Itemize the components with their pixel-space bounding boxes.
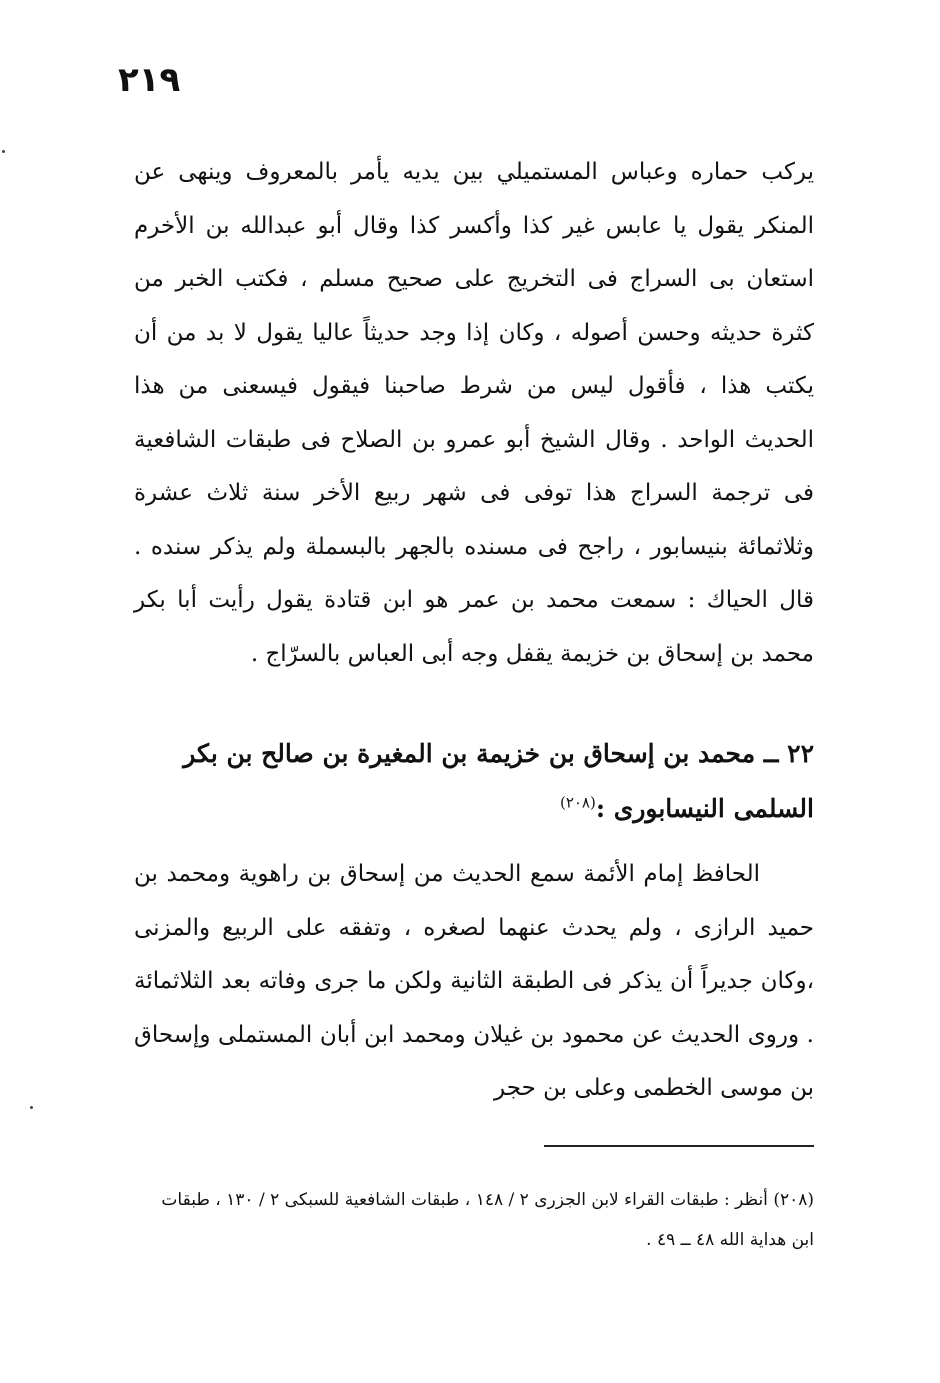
scan-speck xyxy=(30,1106,33,1109)
body-paragraph-1: يركب حماره وعباس المستميلي بين يديه يأمر بالمعروف وينهى عن المنكر يقول يا عابس غير كذا وأكسر كذا وقال أبو عبدالله بن الأخرم استعان بى السراج فى التخريج على صحيح مسلم ، فكتب الخبر من كثرة حديثه وحسن أصوله ، وكان إذا وجد حديثاً عاليا يقول لا بد من أن يكتب هذا ، فأقول ليس من شرط صاحبنا فيقول فيسعنى من هذا الحديث الواحد . وقال الشيخ أبو عمرو بن الصلاح فى طبقات الشافعية فى ترجمة السراج هذا توفى فى شهر ربيع الأخر سنة ثلاث عشرة وثلاثمائة بنيسابور ، راجح فى مسنده بالجهر بالبسملة ولم يذكر سنده . قال الحياك : سمعت محمد بن عمر هو ابن قتادة يقول رأيت أبا بكر محمد بن إسحاق بن خزيمة يقفل وجه أبى العباس بالسرّاج . xyxy=(134,159,814,667)
entry-heading-text: ٢٢ ــ محمد بن إسحاق بن خزيمة بن المغيرة بن صالح بن بكر السلمى النيسابورى : xyxy=(183,739,814,823)
footnote: (٢٠٨) أنظر : طبقات القراء لابن الجزرى ٢ / ١٤٨ ، طبقات الشافعية للسبكى ٢ / ١٣٠ ، طبقات ابن هداية الله ٤٨ ــ ٤٩ . xyxy=(161,1190,814,1250)
scan-speck xyxy=(2,150,5,153)
entry-heading xyxy=(134,726,814,836)
footnote-divider xyxy=(544,1145,814,1147)
body-paragraph-2: الحافظ إمام الأئمة سمع الحديث من إسحاق بن راهوية ومحمد بن حميد الرازى ، ولم يحدث عنهما لصغره ، وتفقه على الربيع والمزنى ،وكان جديراً أن يذكر فى الطبقة الثانية ولكن ما جرى وفاته بعد الثلاثمائة . وروى الحديث عن محمود بن غيلان ومحمد ابن أبان المستملى وإسحاق بن موسى الخطمى وعلى بن حجر xyxy=(134,861,814,1101)
footnote-reference: (٢٠٨) xyxy=(559,793,596,812)
page-number: ٢١٩ xyxy=(118,60,181,100)
